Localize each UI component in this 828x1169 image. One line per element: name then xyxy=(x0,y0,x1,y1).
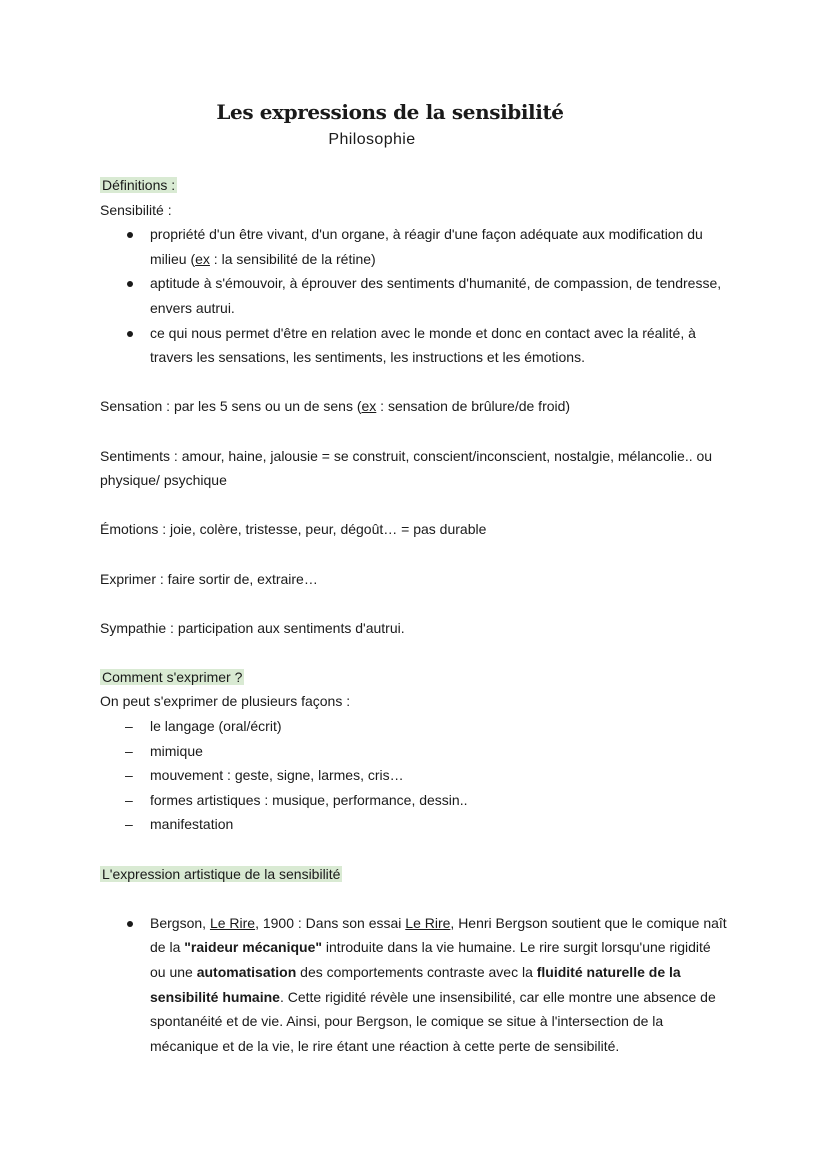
bergson-text: , 1900 : Dans son essai xyxy=(255,914,406,931)
list-item: – manifestation xyxy=(150,812,730,837)
bergson-text: introduite dans la vie humaine. Le rire surgit lorsqu'une rigidité ou une xyxy=(150,939,711,980)
definition-text: Sensation : par les 5 sens ou un de sens ( xyxy=(100,398,362,415)
comment-heading: Comment s'exprimer ? xyxy=(102,668,243,685)
sympathie-definition: Sympathie : participation aux sentiments d'autrui. xyxy=(100,619,405,636)
sensation-definition xyxy=(100,394,730,419)
list-item: – mimique xyxy=(150,739,730,764)
list-item: ce qui nous permet d'être en relation avec le monde et donc en contact avec la réalité, à travers les sensations, les sentiments, les instructions et les émotions. xyxy=(150,321,730,370)
sentiments-definition: Sentiments : amour, haine, jalousie = se construit, conscient/inconscient, nostalgie, mélancolie.. ou physique/ psychique xyxy=(100,447,713,489)
example-abbrev: ex xyxy=(361,398,377,415)
sensibilite-label: Sensibilité : xyxy=(100,201,172,218)
example-abbrev: ex xyxy=(195,250,210,267)
bergson-key-term: "raideur mécanique" xyxy=(184,939,323,956)
bergson-text: . Cette rigidité révèle une insensibilité, car elle montre une absence de spontanéité et de vie. Ainsi, pour Bergson, le comique se situe à l'intersection de la mécanique et de la vie, le rire étant une réaction à cette perte de sensibilité. xyxy=(150,988,716,1054)
list-item: – mouvement : geste, signe, larmes, cris… xyxy=(150,763,730,788)
bergson-key-term: automatisation xyxy=(196,964,297,980)
emotions-definition: Émotions : joie, colère, tristesse, peur, dégoût… = pas durable xyxy=(100,521,487,538)
list-item: aptitude à s'émouvoir, à éprouver des sentiments d'humanité, de compassion, de tendresse, envers autrui. xyxy=(150,271,730,320)
sensibilite-list xyxy=(100,222,730,370)
exprimer-definition: Exprimer : faire sortir de, extraire… xyxy=(100,570,318,587)
definitions-heading: Définitions : xyxy=(102,177,176,193)
bergson-author: Bergson, xyxy=(150,914,210,931)
artistic-list xyxy=(100,911,730,1059)
bergson-work-title: Le Rire xyxy=(405,914,451,931)
artistic-heading: L'expression artistique de la sensibilité xyxy=(102,865,341,882)
bergson-text: des comportements contraste avec la xyxy=(296,964,537,980)
list-item xyxy=(150,911,730,1059)
list-item xyxy=(150,222,730,271)
bergson-text: , Henri Bergson soutient que le comique naît de la xyxy=(150,914,727,956)
comment-intro: On peut s'exprimer de plusieurs façons : xyxy=(100,693,351,710)
item-text: : la sensibilité de la rétine) xyxy=(209,250,376,267)
list-item: – le langage (oral/écrit) xyxy=(150,714,730,739)
document-body xyxy=(100,173,730,1058)
definition-text: : sensation de brûlure/de froid) xyxy=(376,398,571,415)
bergson-key-term: fluidité naturelle de la sensibilité humaine xyxy=(150,964,681,1005)
bergson-work-title: Le Rire xyxy=(209,914,256,931)
list-item: – formes artistiques : musique, performance, dessin.. xyxy=(150,788,730,813)
page-title: Les expressions de la sensibilité xyxy=(216,100,564,124)
comment-list xyxy=(100,714,730,837)
page-subtitle: Philosophie xyxy=(328,131,416,148)
item-text: propriété d'un être vivant, d'un organe, à réagir d'une façon adéquate aux modification du milieu ( xyxy=(150,226,703,267)
